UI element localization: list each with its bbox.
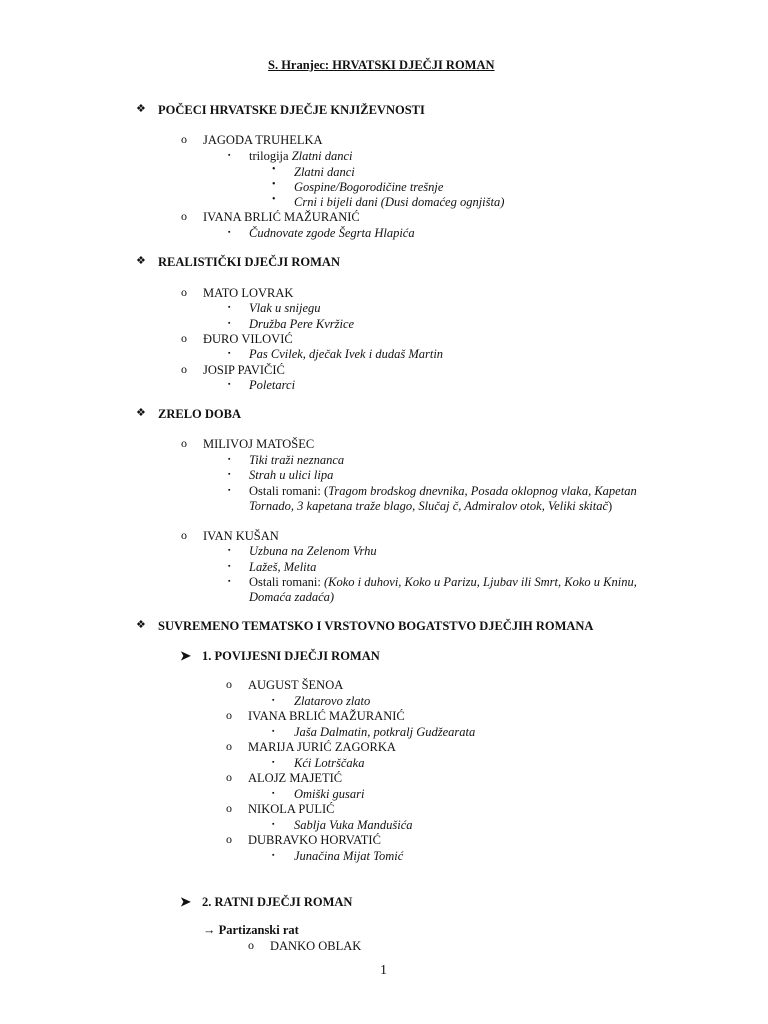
work-list-line: (Koko i duhovi, Koko u Parizu, Ljubav ili Smrt, Koko u Kninu,	[324, 575, 637, 589]
subsection-heading-historical: 1. POVIJESNI DJEČJI ROMAN	[202, 649, 380, 663]
work-item: Čudnovate zgode Šegrta Hlapića	[249, 226, 415, 240]
work-item: Junačina Mijat Tomić	[294, 849, 404, 863]
page-number: 1	[380, 963, 387, 978]
square-bullet-icon: ▪	[272, 727, 275, 735]
right-arrow-icon: →	[203, 923, 216, 937]
author-name: JAGODA TRUHELKA	[203, 133, 323, 147]
work-item-continuation: Domaća zadaća)	[249, 590, 335, 604]
diamond-bullet-icon: ❖	[136, 407, 146, 419]
work-item	[249, 150, 352, 163]
section-heading-contemporary: SUVREMENO TEMATSKO I VRSTOVNO BOGATSTVO DJEČJIH ROMANA	[158, 619, 594, 633]
topic-label: Partizanski rat	[218, 923, 299, 937]
circle-bullet-icon: o	[181, 331, 187, 345]
work-item	[249, 576, 637, 589]
section-heading-beginnings: POČECI HRVATSKE DJEČJE KNJIŽEVNOSTI	[158, 103, 425, 117]
square-bullet-icon: ▪	[272, 696, 275, 704]
arrowhead-bullet-icon: ➤	[180, 894, 191, 909]
square-bullet-icon: ▪	[228, 303, 231, 311]
diamond-bullet-icon: ❖	[136, 103, 146, 115]
author-name: DANKO OBLAK	[270, 939, 362, 953]
work-prefix: Ostali romani:	[249, 575, 324, 589]
diamond-bullet-icon: ❖	[136, 255, 146, 267]
work-item: Lažeš, Melita	[249, 560, 317, 574]
closing-paren: )	[608, 499, 613, 513]
square-bullet-icon: ▪	[228, 228, 231, 236]
work-item: Uzbuna na Zelenom Vrhu	[249, 544, 377, 558]
author-name: MARIJA JURIĆ ZAGORKA	[248, 740, 396, 754]
work-list-line: Tornado, 3 kapetana traže blago, Slučaj č, Admiralov otok, Veliki skitač	[249, 499, 608, 513]
dot-bullet-icon: •	[272, 164, 276, 175]
square-bullet-icon: ▪	[228, 380, 231, 388]
dot-bullet-icon: •	[272, 179, 276, 190]
square-bullet-icon: ▪	[228, 486, 231, 494]
work-item: Vlak u snijegu	[249, 301, 321, 315]
circle-bullet-icon: o	[181, 132, 187, 146]
author-name: DUBRAVKO HORVATIĆ	[248, 833, 381, 847]
square-bullet-icon: ▪	[272, 851, 275, 859]
author-name: AUGUST ŠENOA	[248, 678, 344, 692]
author-name: IVANA BRLIĆ MAŽURANIĆ	[203, 210, 360, 224]
work-item: Kći Lotrščaka	[294, 756, 365, 770]
circle-bullet-icon: o	[248, 938, 254, 952]
circle-bullet-icon: o	[226, 770, 232, 784]
diamond-bullet-icon: ❖	[136, 619, 146, 631]
section-heading-realistic: REALISTIČKI DJEČJI ROMAN	[158, 255, 340, 269]
square-bullet-icon: ▪	[228, 455, 231, 463]
circle-bullet-icon: o	[226, 739, 232, 753]
author-name: JOSIP PAVIČIĆ	[203, 363, 285, 377]
dot-bullet-icon: •	[272, 194, 276, 205]
work-item: Družba Pere Kvržice	[249, 317, 355, 331]
document-title: S. Hranjec: HRVATSKI DJEČJI ROMAN	[268, 58, 495, 72]
square-bullet-icon: ▪	[228, 349, 231, 357]
circle-bullet-icon: o	[181, 436, 187, 450]
work-item	[249, 485, 637, 498]
author-name: ALOJZ MAJETIĆ	[248, 771, 343, 785]
work-item: Omiški gusari	[294, 787, 365, 801]
circle-bullet-icon: o	[226, 708, 232, 722]
work-item: Poletarci	[249, 378, 296, 392]
work-item: Tiki traži neznanca	[249, 453, 345, 467]
author-name: MILIVOJ MATOŠEC	[203, 437, 315, 451]
square-bullet-icon: ▪	[228, 470, 231, 478]
work-item: Zlatarovo zlato	[294, 694, 371, 708]
work-item: Jaša Dalmatin, potkralj Gudžearata	[294, 725, 476, 739]
work-subitem: Zlatni danci	[294, 165, 355, 179]
square-bullet-icon: ▪	[228, 151, 231, 159]
author-name: IVANA BRLIĆ MAŽURANIĆ	[248, 709, 405, 723]
square-bullet-icon: ▪	[272, 758, 275, 766]
author-name: IVAN KUŠAN	[203, 529, 279, 543]
circle-bullet-icon: o	[181, 528, 187, 542]
square-bullet-icon: ▪	[272, 789, 275, 797]
square-bullet-icon: ▪	[228, 577, 231, 585]
work-item-continuation	[249, 500, 612, 513]
work-prefix: trilogija	[249, 149, 289, 163]
circle-bullet-icon: o	[226, 832, 232, 846]
work-subitem: Crni i bijeli dani (Dusi domaćeg ognjišta)	[294, 195, 505, 209]
circle-bullet-icon: o	[181, 362, 187, 376]
work-title: Zlatni danci	[291, 149, 353, 163]
circle-bullet-icon: o	[181, 209, 187, 223]
arrowhead-bullet-icon: ➤	[180, 648, 191, 663]
circle-bullet-icon: o	[226, 677, 232, 691]
circle-bullet-icon: o	[181, 285, 187, 299]
subsection-heading-war: 2. RATNI DJEČJI ROMAN	[202, 895, 353, 909]
circle-bullet-icon: o	[226, 801, 232, 815]
work-subitem: Gospine/Bogorodičine trešnje	[294, 180, 444, 194]
work-item: Strah u ulici lipa	[249, 468, 334, 482]
work-item: Sablja Vuka Mandušića	[294, 818, 413, 832]
author-name: NIKOLA PULIĆ	[248, 802, 335, 816]
square-bullet-icon: ▪	[228, 319, 231, 327]
author-name: MATO LOVRAK	[203, 286, 294, 300]
square-bullet-icon: ▪	[272, 820, 275, 828]
work-prefix: Ostali romani: (	[249, 484, 329, 498]
square-bullet-icon: ▪	[228, 546, 231, 554]
author-name: ĐURO VILOVIĆ	[203, 332, 293, 346]
square-bullet-icon: ▪	[228, 562, 231, 570]
section-heading-mature: ZRELO DOBA	[158, 407, 242, 421]
topic-line	[203, 924, 299, 937]
work-list-line: Tragom brodskog dnevnika, Posada oklopnog vlaka, Kapetan	[328, 484, 637, 498]
work-item: Pas Cvilek, dječak Ivek i dudaš Martin	[249, 347, 444, 361]
